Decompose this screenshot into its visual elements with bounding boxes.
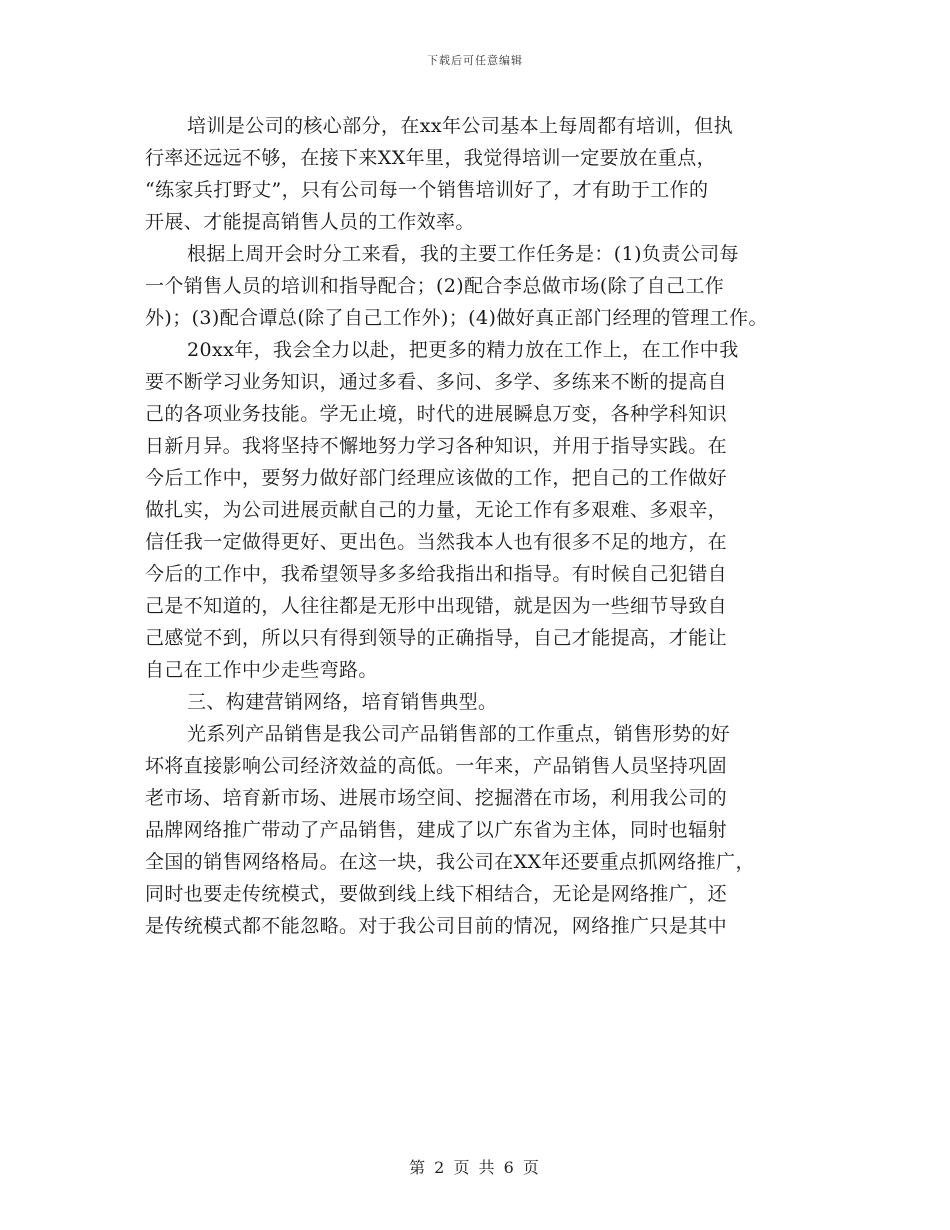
paragraph-line: 是传统模式都不能忽略。对于我公司目前的情况，网络推广只是其中 — [145, 915, 728, 937]
paragraph-line: 今后的工作中，我希望领导多多给我指出和指导。有时候自己犯错自 — [145, 563, 728, 585]
paragraph-line: 行率还远远不够，在接下来XX年里，我觉得培训一定要放在重点， — [145, 147, 717, 169]
paragraph-line: 光系列产品销售是我公司产品销售部的工作重点，销售形势的好 — [187, 723, 731, 745]
paragraph-line: 根据上周开会时分工来看，我的主要工作任务是：(1)负责公司每 — [187, 243, 739, 265]
paragraph-line: 一个销售人员的培训和指导配合；(2)配合李总做市场(除了自己工作 — [145, 275, 725, 297]
paragraph-line: 老市场、培育新市场、进展市场空间、挖掘潜在市场，利用我公司的 — [145, 787, 728, 809]
paragraph-line: “练家兵打野丈”，只有公司每一个销售培训好了，才有助于工作的 — [145, 179, 709, 201]
document-body — [145, 110, 825, 942]
paragraph-line: 日新月异。我将坚持不懈地努力学习各种知识，并用于指导实践。在 — [145, 435, 728, 457]
section-heading: 三、构建营销网络，培育销售典型。 — [187, 691, 498, 713]
paragraph-line: 同时也要走传统模式，要做到线上线下相结合，无论是网络推广，还 — [145, 883, 728, 905]
paragraph-line: 自己在工作中少走些弯路。 — [145, 659, 378, 681]
paragraph-line: 全国的销售网络格局。在这一块，我公司在XX年还要重点抓网络推广， — [145, 851, 755, 873]
page-header: 下载后可任意编辑 — [427, 54, 523, 67]
paragraph-line: 信任我一定做得更好、更出色。当然我本人也有很多不足的地方，在 — [145, 531, 728, 553]
paragraph-line: 今后工作中，要努力做好部门经理应该做的工作，把自己的工作做好 — [145, 467, 728, 489]
paragraph-line: 做扎实，为公司进展贡献自己的力量，无论工作有多艰难、多艰辛， — [145, 499, 728, 521]
paragraph-line: 外)；(3)配合谭总(除了自己工作外)；(4)做好真正部门经理的管理工作。 — [145, 307, 768, 329]
paragraph-line: 坏将直接影响公司经济效益的高低。一年来，产品销售人员坚持巩固 — [145, 755, 728, 777]
paragraph-line: 品牌网络推广带动了产品销售，建成了以广东省为主体，同时也辐射 — [145, 819, 728, 841]
paragraph-line: 培训是公司的核心部分，在xx年公司基本上每周都有培训，但执 — [187, 115, 734, 137]
paragraph-line: 开展、才能提高销售人员的工作效率。 — [145, 211, 475, 233]
paragraph-line: 20xx年，我会全力以赴，把更多的精力放在工作上，在工作中我 — [187, 339, 739, 361]
paragraph-line: 要不断学习业务知识，通过多看、多问、多学、多练来不断的提高自 — [145, 371, 728, 393]
paragraph-line: 己的各项业务技能。学无止境，时代的进展瞬息万变，各种学科知识 — [145, 403, 728, 425]
paragraph-line: 己是不知道的，人往往都是无形中出现错，就是因为一些细节导致自 — [145, 595, 728, 617]
page-footer: 第 2 页 共 6 页 — [409, 1158, 541, 1177]
paragraph-line: 己感觉不到，所以只有得到领导的正确指导，自己才能提高，才能让 — [145, 627, 728, 649]
